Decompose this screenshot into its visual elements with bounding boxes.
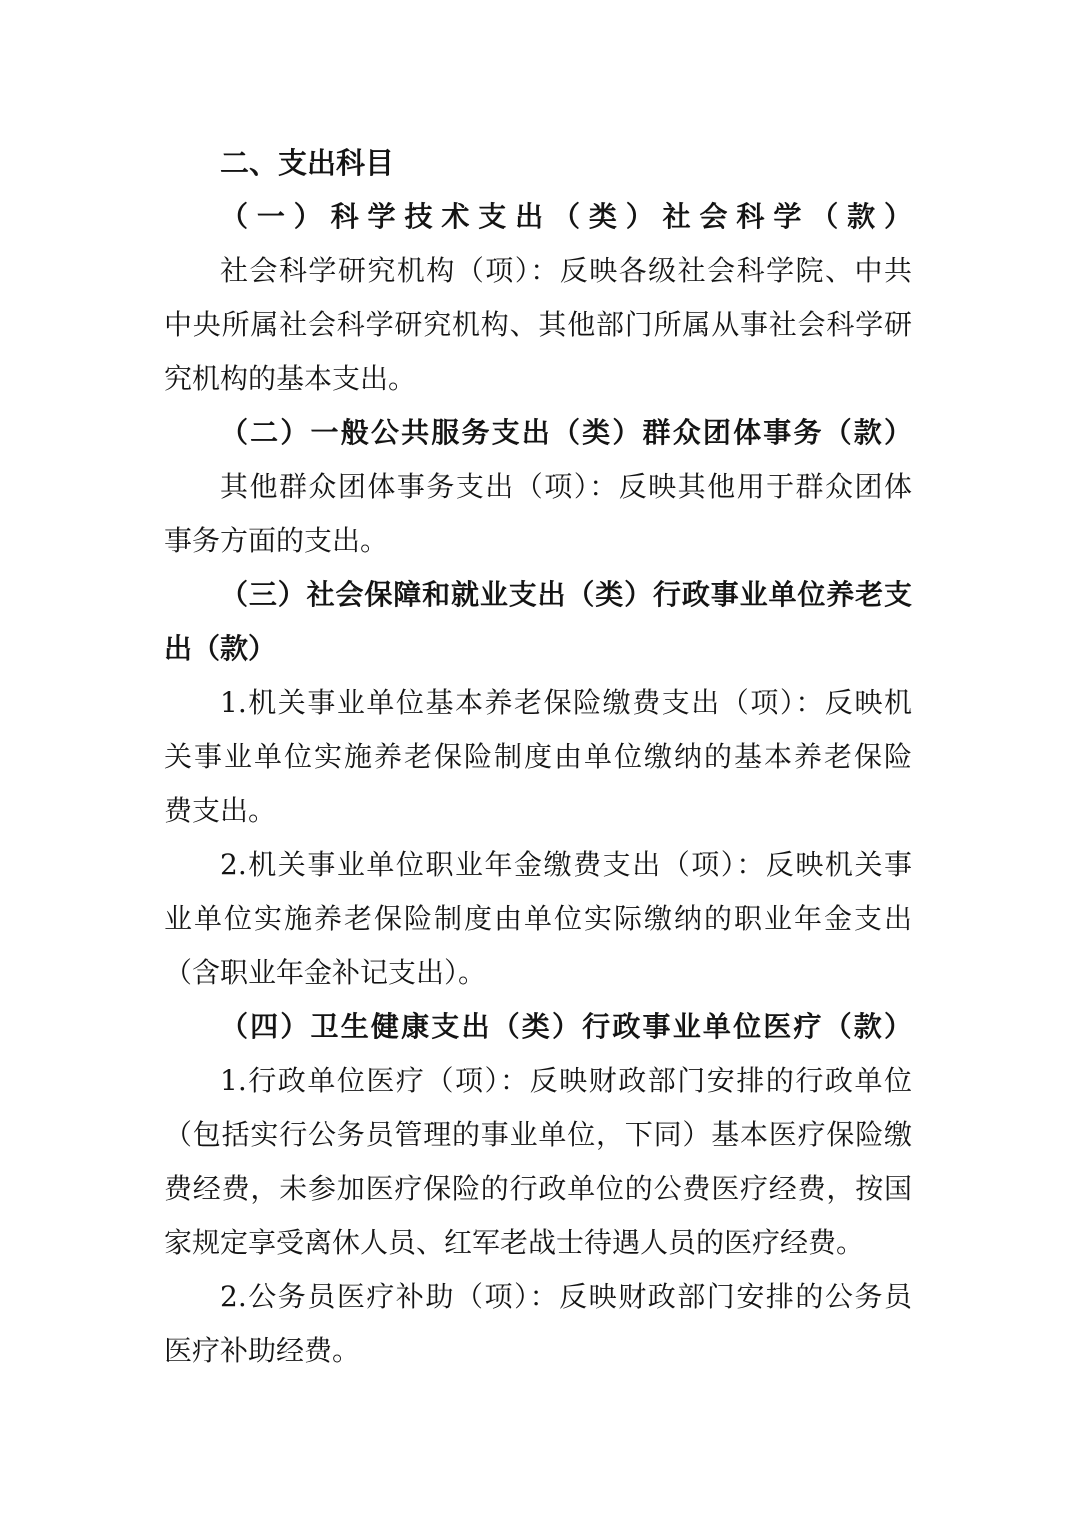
subsection-heading-3-continued: 出（款）: [164, 632, 277, 665]
paragraph-line: 究机构的基本支出。: [164, 362, 417, 395]
paragraph-line: 1.行政单位医疗（项）：反映财政部门安排的行政单位: [220, 1064, 912, 1097]
paragraph-line: 费支出。: [164, 794, 277, 827]
paragraph-line: 社会科学研究机构（项）：反映各级社会科学院、中共: [220, 254, 912, 287]
subsection-heading-2: （二）一般公共服务支出（类）群众团体事务（款）: [220, 416, 912, 449]
paragraph-line: （包括实行公务员管理的事业单位，下同）基本医疗保险缴: [164, 1118, 912, 1151]
paragraph-line: （含职业年金补记支出）。: [164, 956, 487, 989]
section-title: 二、支出科目: [220, 146, 395, 180]
subsection-heading-4: （四）卫生健康支出（类）行政事业单位医疗（款）: [220, 1010, 912, 1043]
paragraph-line: 其他群众团体事务支出（项）：反映其他用于群众团体: [220, 470, 912, 503]
paragraph-line: 2.公务员医疗补助（项）：反映财政部门安排的公务员: [220, 1280, 912, 1313]
subsection-heading-1: （一）科学技术支出（类）社会科学（款）: [220, 200, 912, 233]
paragraph-line: 医疗补助经费。: [164, 1334, 361, 1367]
paragraph-line: 2.机关事业单位职业年金缴费支出（项）：反映机关事: [220, 848, 912, 881]
subsection-heading-3: （三）社会保障和就业支出（类）行政事业单位养老支: [220, 578, 912, 611]
paragraph-line: 事务方面的支出。: [164, 524, 389, 557]
paragraph-line: 1.机关事业单位基本养老保险缴费支出（项）：反映机: [220, 686, 912, 719]
paragraph-line: 费经费，未参加医疗保险的行政单位的公费医疗经费，按国: [164, 1172, 912, 1205]
document-page: [164, 136, 912, 1378]
paragraph-line: 业单位实施养老保险制度由单位实际缴纳的职业年金支出: [164, 902, 912, 935]
paragraph-line: 关事业单位实施养老保险制度由单位缴纳的基本养老保险: [164, 740, 912, 773]
paragraph-line: 中央所属社会科学研究机构、其他部门所属从事社会科学研: [164, 308, 912, 341]
paragraph-line: 家规定享受离休人员、红军老战士待遇人员的医疗经费。: [164, 1226, 865, 1259]
